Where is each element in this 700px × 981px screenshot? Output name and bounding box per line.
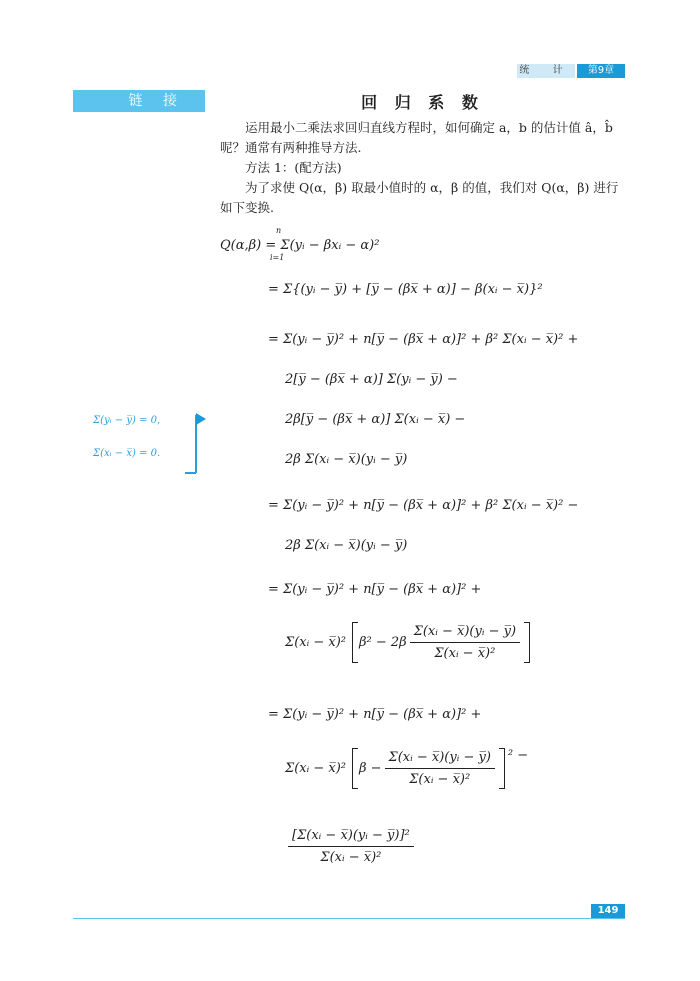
math-term: Σ(xᵢ − x̅)²: [285, 761, 346, 776]
fraction-denominator: Σ(xᵢ − x̅)²: [434, 646, 496, 661]
paragraph: 方法 1：(配方法): [245, 160, 342, 175]
formula-line: = Σ(yᵢ − y̅)² + n[y̅ − (βx̅ + α)]² + β² Σ(xᵢ − x̅)² +: [268, 332, 579, 347]
note-formula: Σ(yᵢ − y̅) = 0,: [93, 415, 161, 426]
fraction-denominator: Σ(xᵢ − x̅)²: [409, 772, 471, 787]
sum-lower-limit: i=1: [270, 253, 285, 262]
note-formula: Σ(xᵢ − x̅) = 0.: [93, 448, 161, 459]
paragraph: 运用最小二乘法求回归直线方程时，如何确定 a，b 的估计值 â，b̂ 呢？通常有两种推导方法.: [220, 120, 613, 155]
formula-fraction-line: [285, 828, 417, 865]
math-term: β −: [358, 761, 382, 776]
formula-line: 2[y̅ − (βx̅ + α)] Σ(yᵢ − y̅) −: [285, 372, 458, 387]
fraction-numerator: [Σ(xᵢ − x̅)(yᵢ − y̅)]²: [288, 828, 414, 847]
sum-upper-limit: n: [276, 226, 282, 235]
margin-note: [93, 415, 160, 481]
formula-line: 2β Σ(xᵢ − x̅)(yᵢ − y̅): [285, 452, 408, 467]
fraction-numerator: Σ(xᵢ − x̅)(yᵢ − y̅): [385, 750, 495, 769]
formula-line: 2β[y̅ − (βx̅ + α)] Σ(xᵢ − x̅) −: [285, 412, 466, 427]
formula-fraction-line: [285, 622, 530, 663]
math-term: Σ(xᵢ − x̅)²: [285, 635, 346, 650]
fraction-denominator: Σ(xᵢ − x̅)²: [320, 850, 382, 865]
header-section: 统 计: [517, 64, 575, 78]
sidebar-link-label: 链 接: [73, 90, 205, 112]
formula-line: = Σ(yᵢ − y̅)² + n[y̅ − (βx̅ + α)]² +: [268, 582, 482, 597]
formula-line: = Σ(yᵢ − y̅)² + n[y̅ − (βx̅ + α)]² +: [268, 707, 482, 722]
formula-fraction-line: [285, 748, 528, 789]
formula-line: 2β Σ(xᵢ − x̅)(yᵢ − y̅): [285, 538, 408, 553]
page-number: 149: [591, 904, 625, 918]
paragraph: 为了求使 Q(α，β) 取最小值时的 α，β 的值，我们对 Q(α，β) 进行如下变换.: [220, 180, 619, 215]
formula-line: Q(α,β) = Σ(yᵢ − βxᵢ − α)²: [220, 238, 380, 253]
flag-icon: [196, 413, 206, 425]
footer-divider: [73, 918, 625, 919]
formula-line: = Σ(yᵢ − y̅)² + n[y̅ − (βx̅ + α)]² + β² Σ(xᵢ − x̅)² −: [268, 498, 579, 513]
math-term: ² −: [507, 748, 529, 763]
formula-line: = Σ{(yᵢ − y̅) + [y̅ − (βx̅ + α)] − β(xᵢ − x̅)}²: [268, 282, 543, 297]
math-term: β² − 2β: [358, 635, 407, 650]
header-chapter: 第9章: [577, 64, 625, 78]
fraction-numerator: Σ(xᵢ − x̅)(yᵢ − y̅): [410, 624, 520, 643]
note-bracket: [185, 472, 196, 474]
page-title: 回 归 系 数: [361, 93, 484, 112]
